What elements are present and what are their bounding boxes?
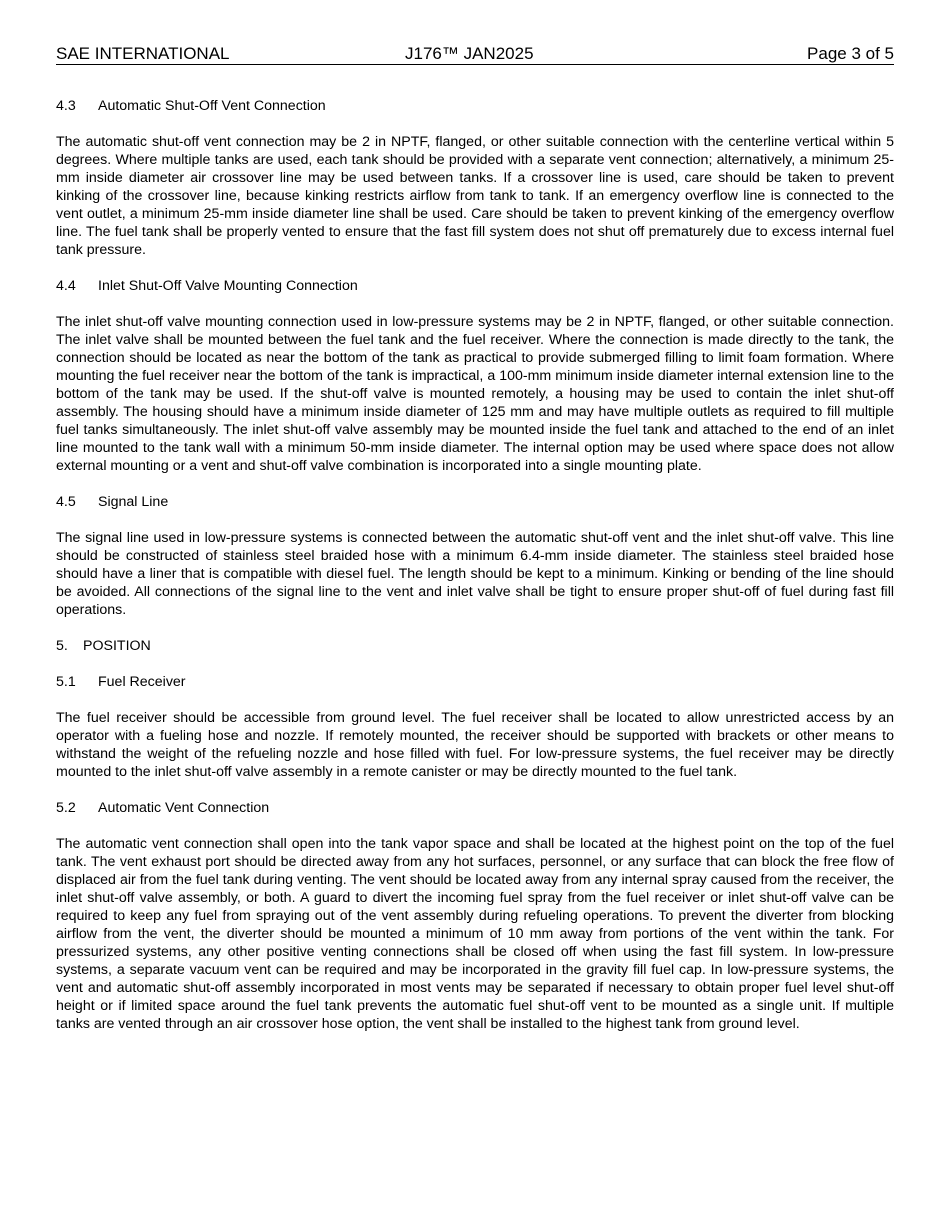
section-number: 4.4 bbox=[56, 278, 76, 294]
header-org: SAE INTERNATIONAL bbox=[56, 44, 230, 63]
section-4-3-body: The automatic shut-off vent connection may be 2 in NPTF, flanged, or other suitable connection with the centerline vertical within 5 degrees. Where multiple tanks are used, each tank should be provided with a separate vent connection; alternatively, a minimum 25-mm inside diameter air crossover line may be used between tanks. If a crossover line is used, care should be taken to prevent kinking of the crossover line, because kinking restricts airflow from tank to tank. If an emergency overflow line is connected to the vent outlet, a minimum 25-mm inside diameter line shall be used. Care should be taken to prevent kinking of the emergency overflow line. The fuel tank shall be properly vented to ensure that the fast fill system does not shut off prematurely due to excess internal fuel tank pressure. bbox=[56, 134, 894, 258]
section-4-3-heading bbox=[56, 97, 894, 115]
section-number: 5. bbox=[56, 638, 68, 654]
document-body bbox=[56, 97, 894, 1051]
section-title: Signal Line bbox=[98, 494, 169, 510]
section-title: Automatic Shut-Off Vent Connection bbox=[98, 98, 326, 114]
section-5-1-heading bbox=[56, 673, 894, 691]
section-5-heading bbox=[56, 637, 894, 655]
section-5-2-body: The automatic vent connection shall open into the tank vapor space and shall be located at the highest point on the top of the fuel tank. The vent exhaust port should be directed away from any hot surfaces, personnel, or any surface that can block the free flow of displaced air from the fuel tank during venting. The vent should be located away from any internal spray caused from the receiver, the inlet shut-off valve assembly, or both. A guard to divert the incoming fuel spray from the fuel receiver or inlet shut-off valve can be required to keep any fuel from spraying out of the vent assembly during refueling operations. To prevent the diverter from blocking airflow from the vent, the diverter should be mounted a minimum of 10 mm away from portions of the vent within the tank. For pressurized systems, any other positive venting connections shall be closed off when using the fast fill system. In low-pressure systems, a separate vacuum vent can be required and may be incorporated in the gravity fill fuel cap. In low-pressure systems, the vent and automatic shut-off assembly incorporated in most vents may be separated if necessary to obtain proper fuel level shut-off height or if limited space around the fuel tank prevents the automatic fuel shut-off vent to be mounted as a single unit. If multiple tanks are vented through an air crossover hose option, the vent shall be installed to the highest tank from ground level. bbox=[56, 836, 894, 1032]
section-number: 4.5 bbox=[56, 494, 76, 510]
section-4-5-heading bbox=[56, 493, 894, 511]
section-title: Fuel Receiver bbox=[98, 674, 186, 690]
section-4-4-body: The inlet shut-off valve mounting connection used in low-pressure systems may be 2 in NPTF, flanged, or other suitable connection. The inlet valve shall be mounted between the fuel tank and the fuel receiver. Where the connection is made directly to the tank, the connection should be located as near the bottom of the tank as practical to provide submerged filling to limit foam formation. Where mounting the fuel receiver near the bottom of the tank is impractical, a 100-mm minimum inside diameter internal extension line to the bottom of the tank may be used. If the shut-off valve is mounted remotely, a housing may be used to contain the inlet shut-off assembly. The housing should have a minimum inside diameter of 125 mm and may have multiple outlets as required to fill multiple fuel tanks simultaneously. The inlet shut-off valve assembly may be mounted inside the fuel tank and attached to the end of an inlet line mounted to the tank wall with a minimum 50-mm inside diameter. The internal option may be used where space does not allow external mounting or a vent and shut-off valve combination is incorporated into a single mounting plate. bbox=[56, 314, 894, 474]
section-title: Inlet Shut-Off Valve Mounting Connection bbox=[98, 278, 358, 294]
section-title: POSITION bbox=[83, 638, 151, 654]
section-title: Automatic Vent Connection bbox=[98, 800, 270, 816]
section-number: 4.3 bbox=[56, 98, 76, 114]
section-number: 5.1 bbox=[56, 674, 76, 690]
section-5-1-body: The fuel receiver should be accessible from ground level. The fuel receiver shall be located to allow unrestricted access by an operator with a fueling hose and nozzle. If remotely mounted, the receiver should be supported with brackets or other means to withstand the weight of the refueling nozzle and hose filled with fuel. For low-pressure systems, the fuel receiver may be directly mounted to the inlet shut-off valve assembly in a remote canister or may be directly mounted to the fuel tank. bbox=[56, 710, 894, 780]
section-4-4-heading bbox=[56, 277, 894, 295]
section-4-5-body: The signal line used in low-pressure systems is connected between the automatic shut-off vent and the inlet shut-off valve. This line should be constructed of stainless steel braided hose with a minimum 6.4-mm inside diameter. The stainless steel braided hose should have a liner that is compatible with diesel fuel. The length should be kept to a minimum. Kinking or bending of the line should be avoided. All connections of the signal line to the vent and inlet valve shall be tight to ensure proper shut-off of fuel during fast fill operations. bbox=[56, 530, 894, 618]
header-doc-id: J176™ JAN2025 bbox=[405, 44, 534, 63]
section-number: 5.2 bbox=[56, 800, 76, 816]
page-header bbox=[56, 44, 894, 65]
header-page-number: Page 3 of 5 bbox=[807, 44, 894, 63]
section-5-2-heading bbox=[56, 799, 894, 817]
